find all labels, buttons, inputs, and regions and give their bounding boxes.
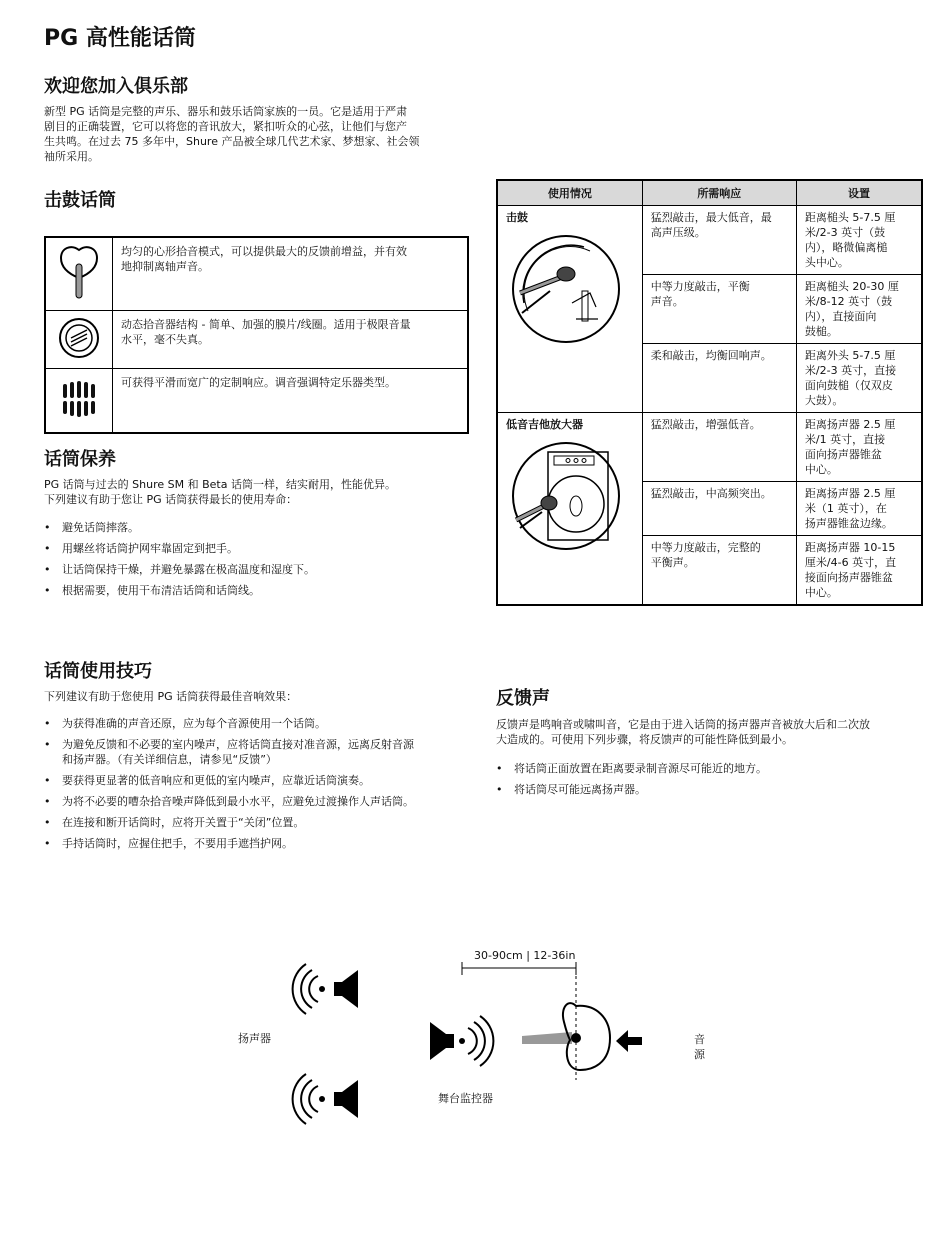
frequency-response-icon bbox=[59, 376, 99, 420]
speaker-top-icon bbox=[293, 964, 358, 1014]
distance-label: 30-90cm | 12-36in bbox=[474, 949, 576, 962]
list-item: • 避免话筒摔落。 bbox=[44, 520, 474, 535]
feature-row bbox=[45, 311, 468, 369]
usage-table bbox=[496, 179, 923, 606]
list-item: • 在连接和断开话筒时，应将开关置于“关闭”位置。 bbox=[44, 815, 474, 830]
stage-monitor-icon bbox=[430, 1016, 493, 1066]
dynamic-cartridge-icon bbox=[57, 316, 101, 360]
table-header-row bbox=[497, 180, 922, 206]
feature-row bbox=[45, 369, 468, 433]
table-row bbox=[497, 206, 922, 275]
list-item: • 为避免反馈和不必要的室内噪声，应将话筒直接对准音源，远离反射音源 和扬声器。（有关详细信息，请参见“反馈”） bbox=[44, 737, 474, 767]
speakers-label: 扬声器 bbox=[238, 1032, 271, 1045]
feature-table bbox=[44, 236, 469, 434]
feedback-diagram bbox=[230, 940, 710, 1140]
list-item: • 为获得准确的声音还原，应为每个音源使用一个话筒。 bbox=[44, 716, 474, 731]
header-usage: 使用情况 bbox=[497, 180, 642, 206]
setting-cell: 距离槌头 5-7.5 厘 米/2-3 英寸（鼓 内），略微偏离槌 头中心。 bbox=[796, 206, 922, 275]
header-response: 所需响应 bbox=[642, 180, 796, 206]
tips-intro: 下列建议有助于您使用 PG 话筒获得最佳音响效果： bbox=[44, 690, 298, 703]
feature-text: 可获得平滑而宽广的定制响应。调音强调特定乐器类型。 bbox=[113, 369, 469, 433]
list-item: • 要获得更显著的低音响应和更低的室内噪声，应靠近话筒演奏。 bbox=[44, 773, 474, 788]
diagram-graphics bbox=[230, 940, 710, 1140]
arrow-left-icon bbox=[616, 1030, 642, 1052]
source-cell-bass-amp: 低音吉他放大器 bbox=[497, 413, 642, 606]
list-item: • 将话筒正面放置在距离要录制音源尽可能近的地方。 bbox=[496, 761, 926, 776]
monitor-label: 舞台监控器 bbox=[438, 1092, 493, 1105]
list-item: • 手持话筒时，应握住把手，不要用手遮挡护网。 bbox=[44, 836, 474, 851]
cardioid-pattern-icon bbox=[57, 242, 101, 302]
feature-icon-cell bbox=[45, 237, 113, 311]
list-item: • 让话筒保持干燥，并避免暴露在极高温度和湿度下。 bbox=[44, 562, 474, 577]
welcome-text: 新型 PG 话筒是完整的声乐、器乐和鼓乐话筒家族的一员。它是适用于严肃 剧目的正确装置，它可以将您的音讯放大，紧扣听众的心弦，让他们与您产 生共鸣。在过去 75 多年中，Shure 产品被全球几代艺术家、梦想家、社会领 袖所采用。 bbox=[44, 105, 420, 163]
speaker-bottom-icon bbox=[293, 1074, 358, 1124]
response-cell: 猛烈敲击，增强低音。 bbox=[642, 413, 796, 482]
kick-drum-mic-illustration bbox=[510, 233, 622, 345]
header-setting: 设置 bbox=[796, 180, 922, 206]
setting-cell: 距离扬声器 2.5 厘 米/1 英寸，直接 面向扬声器锥盆 中心。 bbox=[796, 413, 922, 482]
response-cell: 猛烈敲击，最大低音，最 高声压级。 bbox=[642, 206, 796, 275]
page-title: PG 高性能话筒 bbox=[44, 26, 196, 51]
setting-cell: 距离扬声器 10-15 厘米/4-6 英寸，直 接面向扬声器锥盆 中心。 bbox=[796, 536, 922, 606]
table-row bbox=[497, 413, 922, 482]
feedback-text: 反馈声是鸣响音或啸叫音，它是由于进入话筒的扬声器声音被放大后和二次放 大造成的。可使用下列步骤，将反馈声的可能性降低到最小。 bbox=[496, 718, 870, 746]
microphone-icon bbox=[522, 1003, 610, 1070]
tips-heading: 话筒使用技巧 bbox=[44, 661, 152, 682]
feature-text: 动态拾音器结构 - 简单、加强的膜片/线圈。适用于极限音量 水平，毫不失真。 bbox=[113, 311, 469, 369]
setting-cell: 距离扬声器 2.5 厘 米（1 英寸），在 扬声器锥盆边缘。 bbox=[796, 482, 922, 536]
source-label: 音源 bbox=[694, 1033, 705, 1061]
setting-cell: 距离槌头 20-30 厘 米/8-12 英寸（鼓 内），直接面向 鼓槌。 bbox=[796, 275, 922, 344]
feature-row bbox=[45, 237, 468, 311]
feature-text: 均匀的心形拾音模式，可以提供最大的反馈前增益，并有效 地抑制离轴声音。 bbox=[113, 237, 469, 311]
list-item: • 为将不必要的嘈杂拾音噪声降低到最小水平，应避免过渡操作人声话筒。 bbox=[44, 794, 474, 809]
tips-list bbox=[44, 716, 474, 857]
feature-icon-cell bbox=[45, 311, 113, 369]
feature-icon-cell bbox=[45, 369, 113, 433]
setting-cell: 距离外头 5-7.5 厘 米/2-3 英寸，直接 面向鼓槌（仅双皮 大鼓）。 bbox=[796, 344, 922, 413]
feedback-heading: 反馈声 bbox=[496, 688, 550, 709]
welcome-heading: 欢迎您加入俱乐部 bbox=[44, 76, 188, 97]
source-cell-drum: 击鼓 bbox=[497, 206, 642, 413]
care-list bbox=[44, 520, 474, 604]
care-heading: 话筒保养 bbox=[44, 449, 116, 470]
bass-amp-mic-illustration bbox=[510, 440, 622, 552]
response-cell: 柔和敲击，均衡回响声。 bbox=[642, 344, 796, 413]
response-cell: 中等力度敲击，平衡 声音。 bbox=[642, 275, 796, 344]
list-item: • 用螺丝将话筒护网牢靠固定到把手。 bbox=[44, 541, 474, 556]
response-cell: 中等力度敲击，完整的 平衡声。 bbox=[642, 536, 796, 606]
care-intro: PG 话筒与过去的 Shure SM 和 Beta 话筒一样，结实耐用，性能优异。 下列建议有助于您让 PG 话筒获得最长的使用寿命： bbox=[44, 478, 396, 506]
drum-heading: 击鼓话筒 bbox=[44, 190, 116, 211]
list-item: • 将话筒尽可能远离扬声器。 bbox=[496, 782, 926, 797]
list-item: • 根据需要，使用干布清洁话筒和话筒线。 bbox=[44, 583, 474, 598]
response-cell: 猛烈敲击，中高频突出。 bbox=[642, 482, 796, 536]
feedback-list bbox=[496, 761, 926, 803]
